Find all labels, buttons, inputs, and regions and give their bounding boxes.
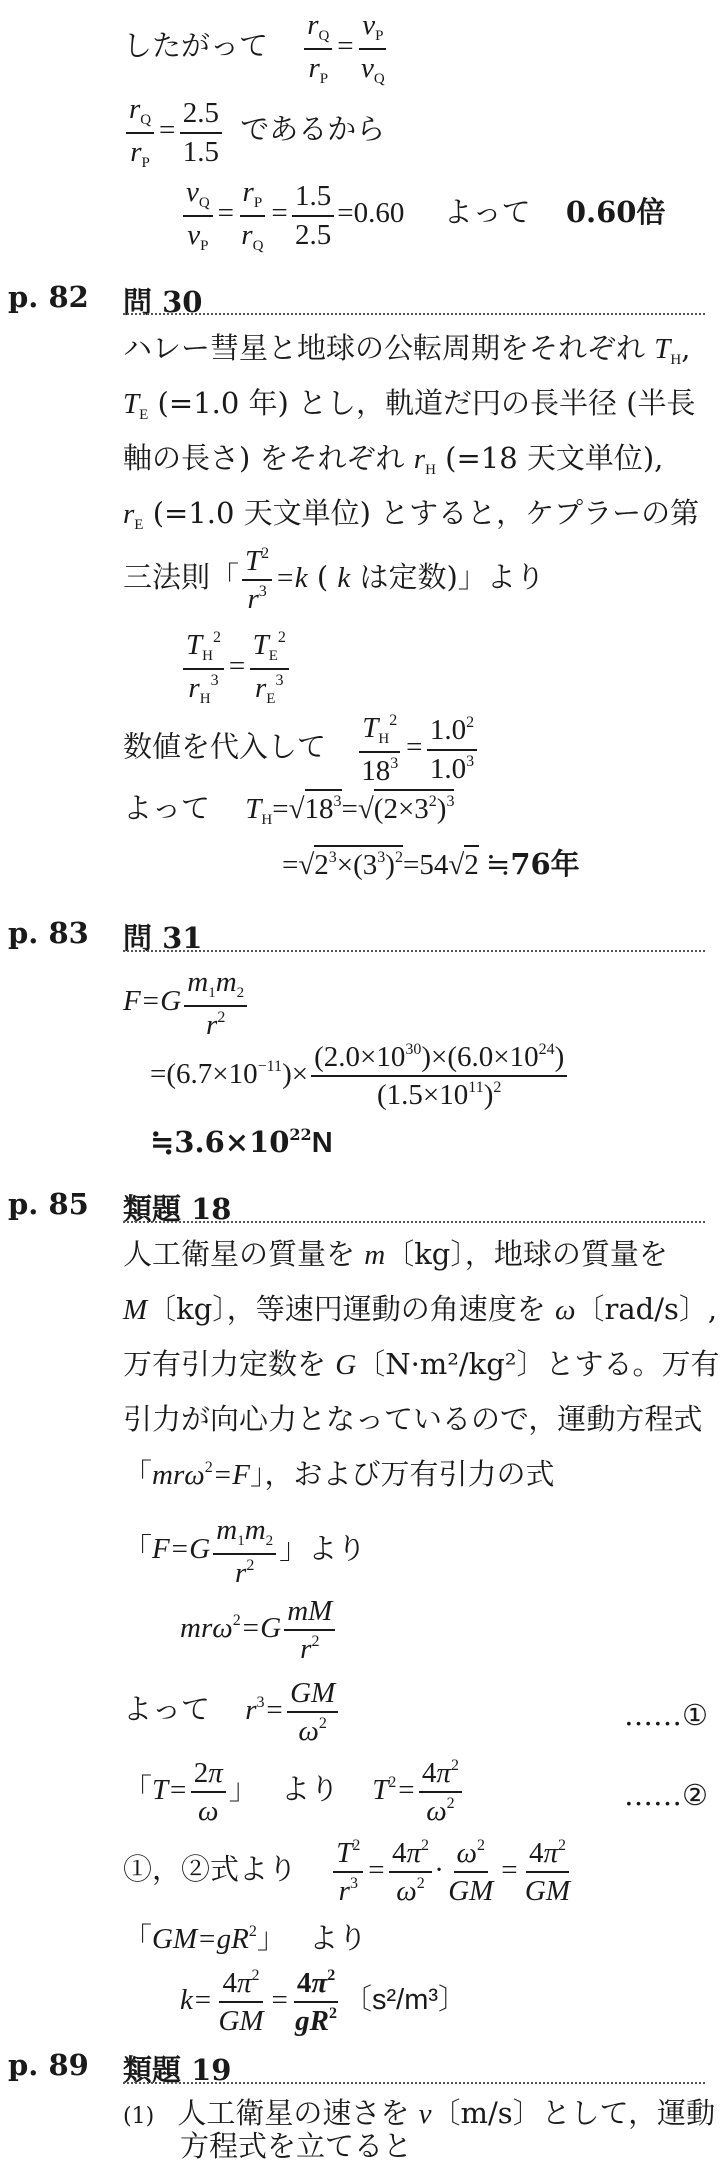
page-label-82: p. 82 <box>8 280 89 314</box>
section-divider <box>123 313 705 315</box>
ex19-item1-line1: (1) 人工衛星の速さを v〔m/s〕として，運動 <box>123 2096 716 2130</box>
ex18-line-5: 「mrω$^2$=F」，および万有引力の式 <box>123 1457 555 1491</box>
answer-76: 76年 <box>510 847 580 881</box>
ex18-gravity-formula: 「F=G $\frac{m_1m_2}{r^2}$ 」より <box>123 1514 367 1589</box>
page-label-89: p. 89 <box>8 2048 89 2082</box>
equation-number-2: ……② <box>624 1778 708 1812</box>
page-label-85: p. 85 <box>8 1187 89 1221</box>
section-divider <box>123 1221 705 1223</box>
section-divider <box>123 950 705 952</box>
q30-line-1: ハレー彗星と地球の公転周期をそれぞれ $T_H$, <box>123 331 691 368</box>
ex19-item1-line2: 方程式を立てると <box>180 2129 413 2163</box>
section-divider <box>123 2082 705 2084</box>
question-30-label: 問 30 <box>123 285 203 319</box>
ex18-line-2: M〔kg〕，等速円運動の角速度を ω〔rad/s〕, <box>123 1292 718 1326</box>
page-label-83: p. 83 <box>8 916 89 950</box>
question-31-label: 問 31 <box>123 921 203 955</box>
ex18-line-1: 人工衛星の質量を m〔kg〕，地球の質量を <box>123 1237 668 1271</box>
q30-kepler-third-law: 三法則「 $\frac{T^2}{r^3}$ =k ( k は定数)」より <box>123 545 545 616</box>
exercise-18-label: 類題 18 <box>123 1192 232 1226</box>
q30-line-4: $r_E$ (=1.0 天文単位) とすると，ケプラーの第 <box>123 496 700 533</box>
q30-sqrt-line-1: よって $T_H=√18^3=√(2\times 3^2)^3$ <box>123 791 455 828</box>
exercise-19-label: 類題 19 <box>123 2053 232 2087</box>
ex18-line-3: 万有引力定数を G〔N·m²/kg²〕とする。万有 <box>123 1347 720 1381</box>
ex18-r-cubed: よって $r^3=$ $\frac{GM}{\omega^2}$ <box>123 1678 341 1747</box>
ex18-line-4: 引力が向心力となっているので，運動方程式 <box>123 1402 703 1436</box>
line-substitute-ratio: $\frac{r_Q}{r_P}$ = $\frac{2.5}{1.5}$ であるから <box>123 94 385 172</box>
q30-line-2: $T_E$ (=1.0 年) とし，軌道だ円の長半径 (半長 <box>123 386 696 423</box>
q31-substitution: $=(6.7\times 10^{-11})\times$ $\frac{(2.0\times 10^{30})\times(6.0\times 10^{24})}{(1.5\times 10^{11})^2}$ <box>150 1042 570 1111</box>
answer-060: 0.60倍 <box>565 195 666 230</box>
ex18-motion-equation: mrω$^2$=G $\frac{mM}{r^2}$ <box>180 1596 338 1665</box>
q30-substitution: 数値を代入して $\frac{T_H^2}{18^3}$ = $\frac{1.0^2}{1.0^3}$ <box>123 713 480 786</box>
line-ratio-r-v: したがって $\frac{r_Q}{r_P}$ = $\frac{v_P}{v_Q}$ <box>123 9 385 87</box>
ex18-gm-relation: 「$GM=gR^2$」 より <box>123 1921 368 1955</box>
equation-number-1: ……① <box>624 1698 708 1732</box>
q31-gravity-formula: F=G $\frac{m_1m_2}{r^2}$ <box>123 967 250 1040</box>
q30-line-3: 軸の長さ) をそれぞれ $r_H$ (=18 天文単位), <box>123 441 664 478</box>
ex18-period: 「T= $\frac{2\pi}{\omega}$ 」 より $T^2=$ $\frac{4\pi^2}{\omega^2}$ <box>123 1758 465 1827</box>
ex18-combine: ①，②式より $\frac{T^2}{r^3}$ = $\frac{4\pi^2}{\omega^2}$ · $\frac{\omega^2}{GM}$ = $\frac{4\pi^2}{GM}$ <box>123 1837 571 1908</box>
line-velocity-result: $\frac{v_Q}{v_P}$ = $\frac{r_P}{r_Q}$ = $\frac{1.5}{2.5}$ =0.60 よって 0.60倍 <box>180 177 665 255</box>
q30-kepler-equation: $\frac{T_H^2}{r_H^3}$ = $\frac{T_E^2}{r_E^3}$ <box>180 630 292 708</box>
ex18-k-result: k= $\frac{4\pi^2}{GM}$ = $\frac{4\pi^2}{gR^2}$ 〔s²/m³〕 <box>180 1967 468 2038</box>
q31-answer: $≒3.6\times 10^{22}N$ <box>150 1125 333 1159</box>
q30-sqrt-line-2: $=√2^3\times(3^3)^2=54√2$ ≒76年 <box>282 847 580 881</box>
